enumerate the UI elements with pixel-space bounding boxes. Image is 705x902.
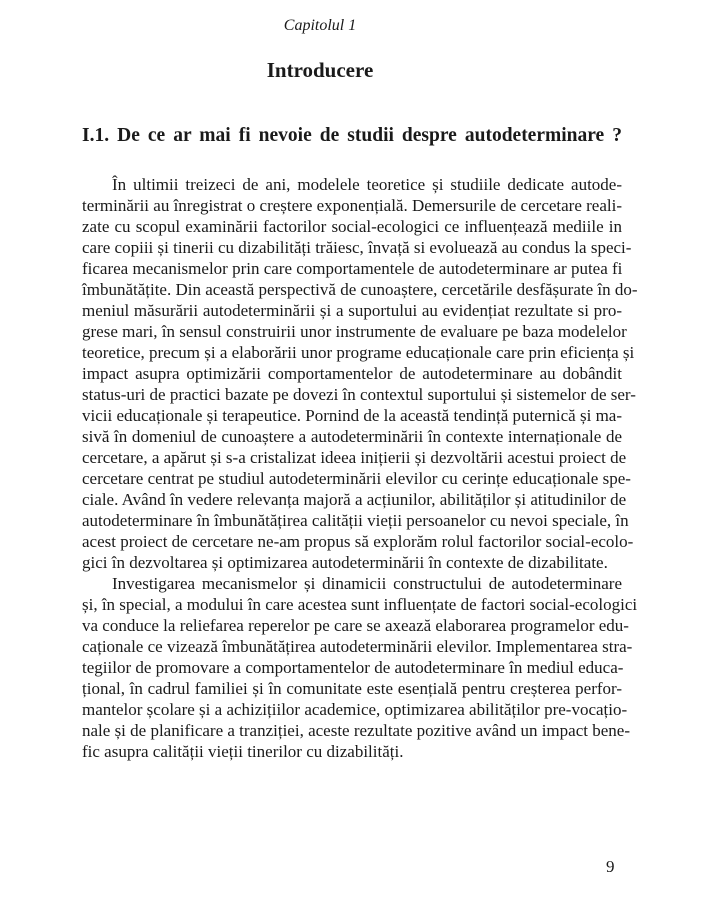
paragraph-line: nale și de planificare a tranziției, aceste rezultate pozitive având un impact bene-: [82, 721, 630, 740]
paragraph-line: va conduce la reliefarea reperelor pe care se axează elaborarea programelor edu-: [82, 616, 629, 635]
paragraph-line: mantelor școlare și a achizițiilor academice, optimizarea abilităților pre-vocațio-: [82, 700, 628, 719]
paragraph-line: caționale ce vizează îmbunătățirea autodeterminării elevilor. Implementarea stra-: [82, 637, 633, 656]
paragraph-line: Investigarea mecanismelor și dinamicii constructului de autodeterminare: [112, 574, 622, 593]
paragraph-line: care copiii și tinerii cu dizabilități trăiesc, învață si evoluează au condus la speci-: [82, 238, 632, 257]
paragraph-line: autodeterminare în îmbunătățirea calității vieții persoanelor cu nevoi speciale, în: [82, 511, 629, 530]
paragraph-line: zate cu scopul examinării factorilor social-ecologici ce influențează mediile in: [82, 217, 622, 236]
body-text: [82, 174, 638, 762]
section-heading: I.1. De ce ar mai fi nevoie de studii despre autodeterminare ?: [82, 125, 622, 146]
paragraph-line: fic asupra calității vieții tinerilor cu dizabilități.: [82, 742, 404, 761]
paragraph-line: ciale. Având în vedere relevanța majoră a acțiunilor, abilităților și atitudinilor de: [82, 490, 627, 509]
paragraph-line: meniul măsurării autodeterminării și a suportului au evidențiat rezultate si pro-: [82, 301, 622, 320]
paragraph-line: terminării au înregistrat o creștere exponențială. Demersurile de cercetare reali-: [82, 196, 622, 215]
paragraph-line: status-uri de practici bazate pe dovezi în contextul suportului și sistemelor de ser-: [82, 385, 636, 404]
paragraph-line: tegiilor de promovare a comportamentelor de autodeterminare în mediul educa-: [82, 658, 624, 677]
paragraph-line: ficarea mecanismelor prin care comportamentele de autodeterminare ar putea fi: [82, 259, 623, 278]
paragraph-line: cercetare, a apărut și s-a cristalizat ideea inițierii și dezvoltării acestui proiect de: [82, 448, 627, 467]
paragraph-line: În ultimii treizeci de ani, modelele teoretice și studiile dedicate autode-: [112, 175, 622, 194]
paragraph-line: și, în special, a modului în care acestea sunt influențate de factori social-ecologici: [82, 595, 638, 614]
chapter-title: Introducere: [266, 58, 374, 82]
paragraph-line: cercetare centrat pe studiul autodeterminării elevilor cu cerințe educaționale spe-: [82, 469, 631, 488]
chapter-label: Capitolul 1: [283, 17, 357, 34]
paragraph-line: țional, în cadrul familiei și în comunitate este esențială pentru creșterea perfor-: [82, 679, 622, 698]
paragraph-line: sivă în domeniul de cunoaștere a autodeterminării în contexte internaționale de: [82, 427, 622, 446]
paragraph-line: gici în dezvoltarea și optimizarea autodeterminării în contexte de dizabilitate.: [82, 553, 608, 572]
paragraph-line: impact asupra optimizării comportamentelor de autodeterminare au dobândit: [82, 364, 622, 383]
paragraph-line: grese mari, în sensul construirii unor instrumente de evaluare pe baza modelelor: [82, 322, 627, 341]
paragraph-line: vicii educaționale și terapeutice. Pornind de la această tendință puternică și ma-: [82, 406, 622, 425]
paragraph-line: îmbunătățite. Din această perspectivă de cunoaștere, cercetările desfășurate în do-: [82, 280, 638, 299]
paragraph-line: acest proiect de cercetare ne-am propus să explorăm rolul factorilor social-ecolo-: [82, 532, 634, 551]
page-number: 9: [606, 857, 615, 876]
paragraph-line: teoretice, precum și a elaborării unor programe educaționale care prin eficiența și: [82, 343, 635, 362]
